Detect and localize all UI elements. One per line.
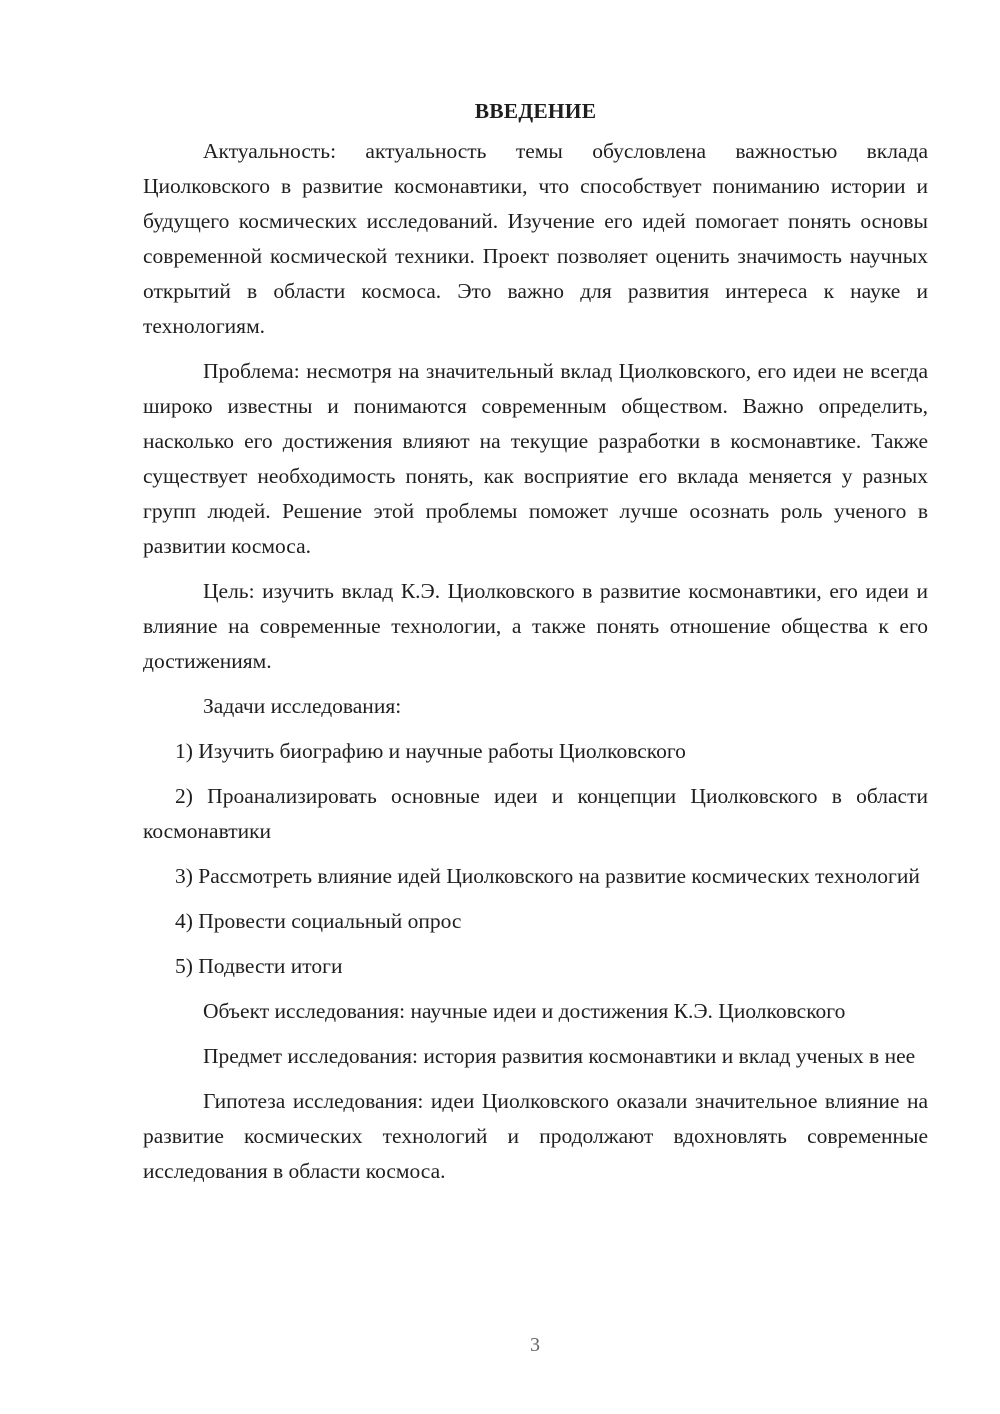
goal-paragraph: Цель: изучить вклад К.Э. Циолковского в развитие космонавтики, его идеи и влияние на современные технологии, а также понять отношение общества к его достижениям. bbox=[143, 579, 928, 673]
page-number: 3 bbox=[530, 1334, 540, 1356]
hypothesis-paragraph: Гипотеза исследования: идеи Циолковского оказали значительное влияние на развитие космических технологий и продолжают вдохновлять современные исследования в области космоса. bbox=[143, 1089, 928, 1183]
task-item-1: 1) Изучить биографию и научные работы Циолковского bbox=[175, 739, 686, 763]
document-page bbox=[143, 94, 928, 1199]
section-heading: ВВЕДЕНИЕ bbox=[474, 99, 597, 123]
object-paragraph: Объект исследования: научные идеи и достижения К.Э. Циолковского bbox=[203, 999, 846, 1023]
relevance-paragraph: Актуальность: актуальность темы обусловлена важностью вклада Циолковского в развитие космонавтики, что способствует пониманию истории и будущего космических исследований. Изучение его идей помогает понять основы современной космической техники. Проект позволяет оценить значимость научных открытий в области космоса. Это важно для развития интереса к науке и технологиям. bbox=[143, 139, 928, 338]
task-item-5: 5) Подвести итоги bbox=[175, 954, 343, 978]
subject-paragraph: Предмет исследования: история развития космонавтики и вклад ученых в нее bbox=[203, 1044, 916, 1068]
tasks-title: Задачи исследования: bbox=[203, 694, 402, 718]
task-item-3: 3) Рассмотреть влияние идей Циолковского на развитие космических технологий bbox=[175, 864, 920, 888]
task-item-2: 2) Проанализировать основные идеи и концепции Циолковского в области космонавтики bbox=[143, 784, 928, 843]
task-item-4: 4) Провести социальный опрос bbox=[175, 909, 462, 933]
problem-paragraph: Проблема: несмотря на значительный вклад Циолковского, его идеи не всегда широко известны и понимаются современным обществом. Важно определить, насколько его достижения влияют на текущие разработки в космонавтике. Также существует необходимость понять, как восприятие его вклада меняется у разных групп людей. Решение этой проблемы поможет лучше осознать роль ученого в развитии космоса. bbox=[143, 359, 928, 558]
